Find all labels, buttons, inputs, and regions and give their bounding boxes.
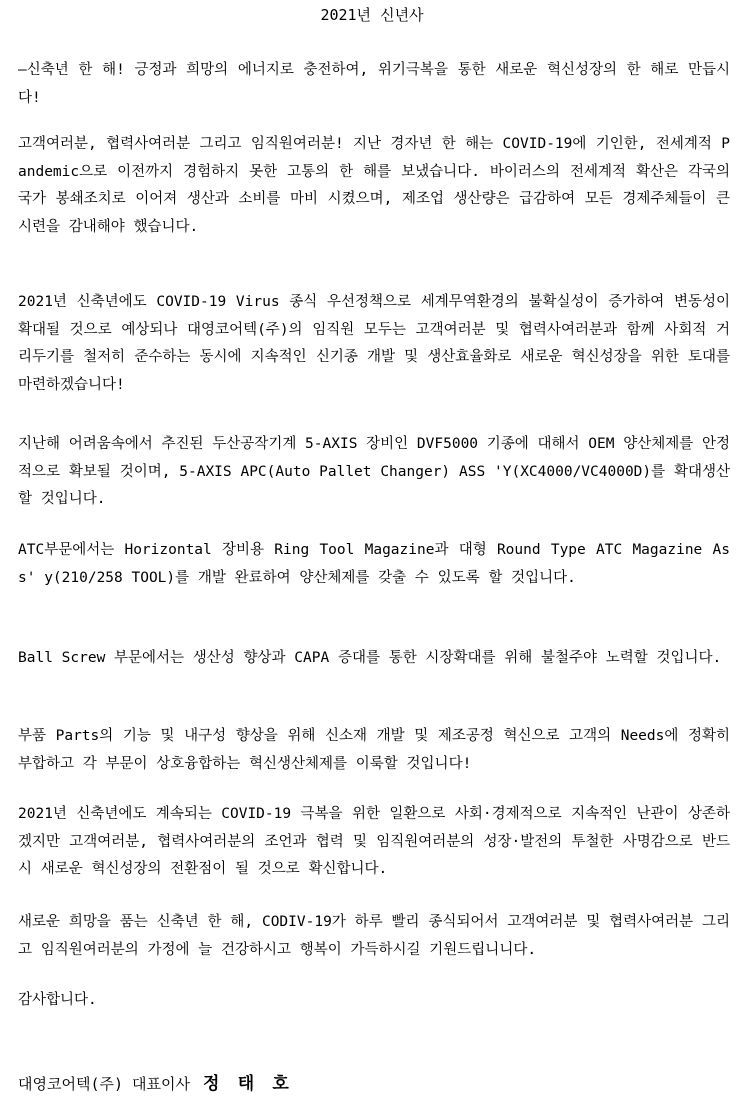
paragraph-wishes: 새로운 희망을 품는 신축년 한 해, CODIV-19가 하루 빨리 종식되어서 고객여러분 및 협력사여러분 그리고 임직원여러분의 가정에 늘 건강하시고 행복이 가득하시길 기원드립니니다. (18, 914, 730, 958)
paragraph-parts: 부품 Parts의 기능 및 내구성 향상을 위해 신소재 개발 및 제조공정 혁신으로 고객의 Needs에 정확히 부합하고 각 부문이 상호융합하는 혁신생산체제를 이룩할 것입니다! (18, 728, 730, 772)
paragraph-5axis: 지난해 어려움속에서 추진된 두산공작기계 5-AXIS 장비인 DVF5000 기종에 대해서 OEM 양산체제를 안정적으로 확보될 것이며, 5-AXIS APC(Auto Pallet Changer) ASS 'Y(XC4000/VC4000D)를 확대생산 할 것입니다. (18, 436, 730, 507)
signature-title: 대영코어텍(주) 대표이사 (18, 1075, 190, 1093)
signature (18, 1073, 293, 1095)
paragraph-slogan: —신축년 한 해! 긍정과 희망의 에너지로 충전하여, 위기극복을 통한 새로운 혁신성장의 한 해로 만듭시다! (18, 62, 730, 106)
document-title: 2021년 신년사 (320, 6, 424, 24)
paragraph-atc: ATC부문에서는 Horizontal 장비용 Ring Tool Magazine과 대형 Round Type ATC Magazine Ass' y(210/258 TOOL)를 개발 완료하여 양산체제를 갖출 수 있도록 할 것입니다. (18, 542, 730, 586)
paragraph-thanks: 감사합니다. (18, 992, 97, 1008)
paragraph-conviction: 2021년 신축년에도 계속되는 COVID-19 극복을 위한 일환으로 사회·경제적으로 지속적인 난관이 상존하겠지만 고객여러분, 협력사여러분의 조언과 협력 및 임직원여러분의 성장·발전의 투철한 사명감으로 반드시 새로운 혁신성장의 전환점이 될 것으로 확신합니다. (18, 806, 730, 877)
paragraph-greeting: 고객여러분, 협력사여러분 그리고 임직원여러분! 지난 경자년 한 해는 COVID-19에 기인한, 전세계적 Pandemic으로 이전까지 경험하지 못한 고통의 한 해를 보냈습니다. 바이러스의 전세계적 확산은 각국의 국가 봉쇄조치로 이어져 생산과 소비를 마비 시켰으며, 제조업 생산량은 급감하여 모든 경제주체들이 큰 시련을 감내해야 했습니다. (18, 136, 730, 235)
paragraph-outlook: 2021년 신축년에도 COVID-19 Virus 종식 우선정책으로 세계무역환경의 불확실성이 증가하여 변동성이 확대될 것으로 예상되나 대영코어텍(주)의 임직원 모두는 고객여러분 및 협력사여러분과 함께 사회적 거리두기를 철저히 준수하는 동시에 지속적인 신기종 개발 및 생산효율화로 새로운 혁신성장을 위한 토대를 마련하겠습니다! (18, 294, 730, 393)
signature-name: 정 태 호 (203, 1074, 293, 1094)
paragraph-ball-screw: Ball Screw 부문에서는 생산성 향상과 CAPA 증대를 통한 시장확대를 위해 불철주야 노력할 것입니다. (18, 650, 722, 666)
